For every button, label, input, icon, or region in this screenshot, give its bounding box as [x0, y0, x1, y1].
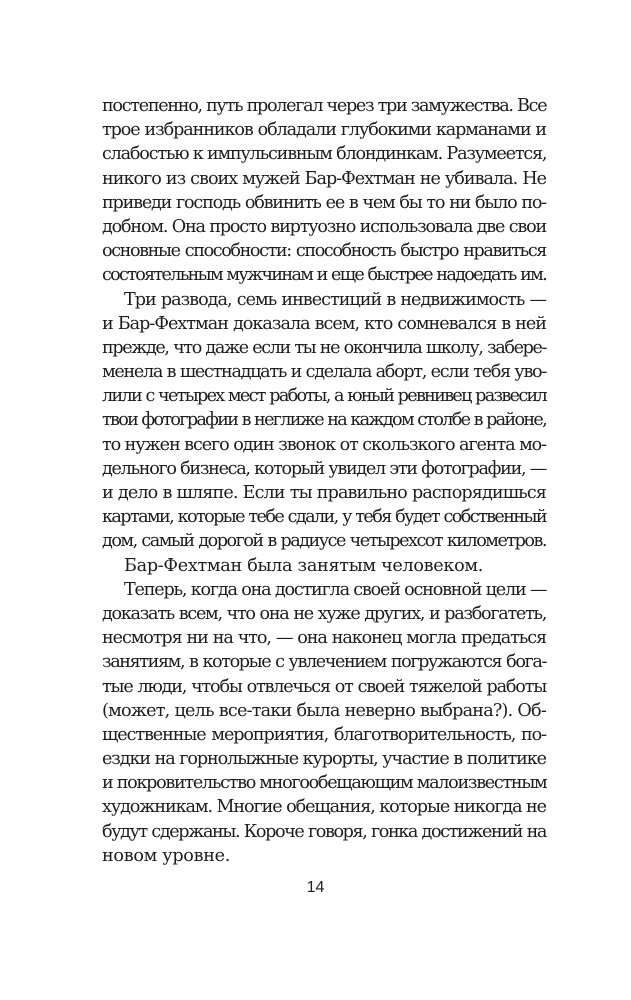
- text-line: Три развода, семь инвестиций в недвижимость —: [124, 289, 546, 310]
- page-number: 14: [306, 879, 325, 896]
- text-line: постепенно, путь пролегал через три замужества. Все: [102, 96, 547, 116]
- text-line: и дело в шляпе. Если ты правильно распорядишься: [102, 483, 546, 503]
- text-line: основные способности: способность быстро нравиться: [102, 241, 546, 262]
- text-line: доказать всем, что она не хуже других, и разбогатеть,: [102, 603, 546, 624]
- text-line: трое избранников обладали глубокими карманами и: [102, 120, 546, 141]
- text-line: лили с четырех мест работы, а юный ревнивец развесил: [102, 386, 546, 407]
- text-line: (может, цель все-таки была неверно выбрана?). Об-: [102, 700, 546, 721]
- text-line: и Бар-Фехтман доказала всем, кто сомневался в ней: [102, 313, 546, 334]
- text-line: Теперь, когда она достигла своей основной цели —: [124, 579, 547, 600]
- text-line: несмотря ни на что, — она наконец могла предаться: [102, 628, 546, 649]
- text-line: слабостью к импульсивным блондинкам. Разумеется,: [102, 144, 547, 165]
- text-line: менела в шестнадцать и сделала аборт, если тебя уво-: [102, 362, 546, 383]
- text-line: добном. Она просто виртуозно использовала две свои: [102, 216, 546, 237]
- text-line: дельного бизнеса, который увидел эти фотографии, —: [102, 458, 546, 479]
- text-line: новом уровне.: [102, 845, 231, 866]
- text-line: художникам. Многие обещания, которые никогда не: [102, 797, 546, 818]
- text-line: Бар-Фехтман была занятым человеком.: [124, 555, 484, 576]
- body-text: [102, 94, 546, 868]
- text-line: и покровительство многообещающим малоизвестным: [102, 773, 547, 794]
- text-line: твои фотографии в неглиже на каждом столбе в районе,: [102, 410, 546, 431]
- text-line: прежде, что даже если ты не окончила школу, забере-: [102, 337, 546, 358]
- text-line: состоятельным мужчинам и еще быстрее надоедать им.: [102, 265, 546, 286]
- text-line: ездки на горнолыжные курорты, участие в политике: [102, 749, 546, 770]
- text-line: дом, самый дорогой в радиусе четырехсот километров.: [102, 531, 546, 552]
- text-line: приведи господь обвинить ее в чем бы то ни было по-: [102, 192, 546, 213]
- text-line: занятиям, в которые с увлечением погружаются бога-: [102, 652, 546, 673]
- text-line: картами, которые тебе сдали, у тебя будет собственный: [102, 507, 546, 528]
- text-line: тые люди, чтобы отвлечься от своей тяжелой работы: [102, 676, 546, 697]
- text-line: то нужен всего один звонок от скользкого агента мо-: [102, 434, 546, 455]
- text-line: будут сдержаны. Короче говоря, гонка достижений на: [102, 821, 546, 842]
- text-line: щественные мероприятия, благотворительность, по-: [102, 724, 546, 745]
- text-line: никого из своих мужей Бар-Фехтман не убивала. Не: [102, 168, 546, 189]
